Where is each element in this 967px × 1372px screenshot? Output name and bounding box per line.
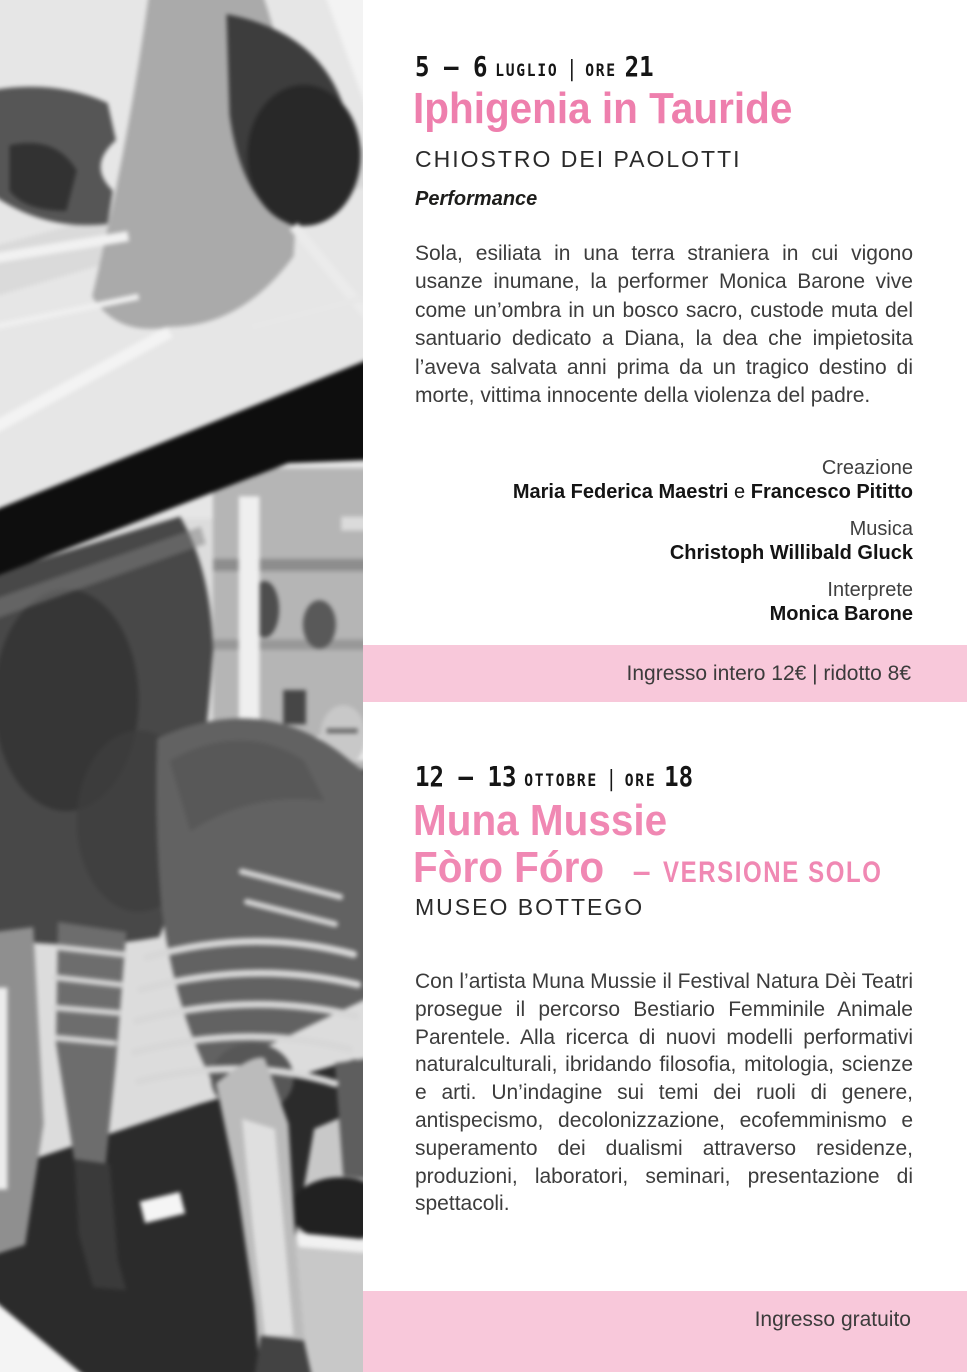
event-photo bbox=[0, 0, 363, 1372]
event1-date-days: 5 – 6 bbox=[415, 50, 488, 83]
event2-date-days: 12 – 13 bbox=[415, 760, 517, 793]
credit-label: Interprete bbox=[827, 579, 913, 601]
event2-title-line1: Muna Mussie bbox=[413, 796, 668, 845]
event1-ore-label: ORE bbox=[585, 61, 617, 81]
credit-row bbox=[415, 578, 913, 626]
event1-admission: Ingresso intero 12€ | ridotto 8€ bbox=[626, 662, 911, 685]
event2-date-month: OTTOBRE bbox=[524, 771, 598, 791]
credit-name bbox=[415, 602, 913, 626]
event1-genre: Performance bbox=[415, 188, 538, 210]
event1-admission-band bbox=[363, 645, 967, 702]
event2-admission-band bbox=[363, 1291, 967, 1372]
event2-title-dash: – bbox=[632, 853, 651, 889]
event1-date-time: 21 bbox=[624, 50, 654, 83]
okapi-museum-photo bbox=[0, 0, 363, 1372]
event2-ore-label: ORE bbox=[624, 771, 657, 791]
event2-date-separator: | bbox=[605, 767, 618, 792]
event2-title-line2-main: Fòro Fóro bbox=[413, 843, 605, 892]
event1-venue: CHIOSTRO DEI PAOLOTTI bbox=[415, 146, 742, 172]
credit-label: Creazione bbox=[821, 457, 913, 479]
credit-name bbox=[415, 480, 913, 504]
credit-row bbox=[415, 517, 913, 565]
credit-label: Musica bbox=[849, 518, 913, 540]
event2-description: Con l’artista Muna Mussie il Festival Natura Dèi Teatri prosegue il percorso Bestiario Femminile Animale Parentele. Alla ricerca di nuovi modelli performativi naturalculturali, ibridando filosofia, mitologia, scienze e arti. Un’indagine sui temi dei ruoli di genere, antispecismo, decolonizzazione, ecofemminismo e superamento dei dualismi attraverso residenze, produzioni, laboratori, seminari, presentazione di spettacoli. bbox=[415, 970, 913, 1216]
event2-title-line2 bbox=[413, 843, 937, 893]
credit-row bbox=[415, 456, 913, 504]
credit-joiner: e bbox=[728, 481, 751, 503]
credit-name-a: Monica Barone bbox=[769, 603, 913, 625]
event2-venue: MUSEO BOTTEGO bbox=[415, 894, 645, 920]
event1-credits bbox=[415, 456, 913, 639]
event1-dateline bbox=[415, 50, 654, 83]
credit-name-b: Francesco Pititto bbox=[750, 481, 913, 503]
credit-name-a: Christoph Willibald Gluck bbox=[669, 542, 913, 564]
event2-admission: Ingresso gratuito bbox=[754, 1308, 911, 1331]
event1-description: Sola, esiliata in una terra straniera in cui vigono usanze inumane, la performer Monica Barone vive come un’ombra in un bosco sacro, custode muta del santuario dedicato a Diana, la dea che impietosita l’aveva salvata anni prima da un tragico destino di morte, vittima innocente della violenza del padre. bbox=[415, 242, 913, 408]
event1-date-separator: | bbox=[566, 57, 578, 82]
event1-date-month: LUGLIO bbox=[495, 61, 559, 81]
event2-title-variant: VERSIONE SOLO bbox=[662, 856, 883, 889]
event2-dateline bbox=[415, 760, 693, 793]
credit-name-a: Maria Federica Maestri bbox=[512, 481, 729, 503]
credit-name bbox=[415, 541, 913, 565]
event2-date-time: 18 bbox=[664, 760, 694, 793]
event1-title: Iphigenia in Tauride bbox=[413, 84, 793, 133]
